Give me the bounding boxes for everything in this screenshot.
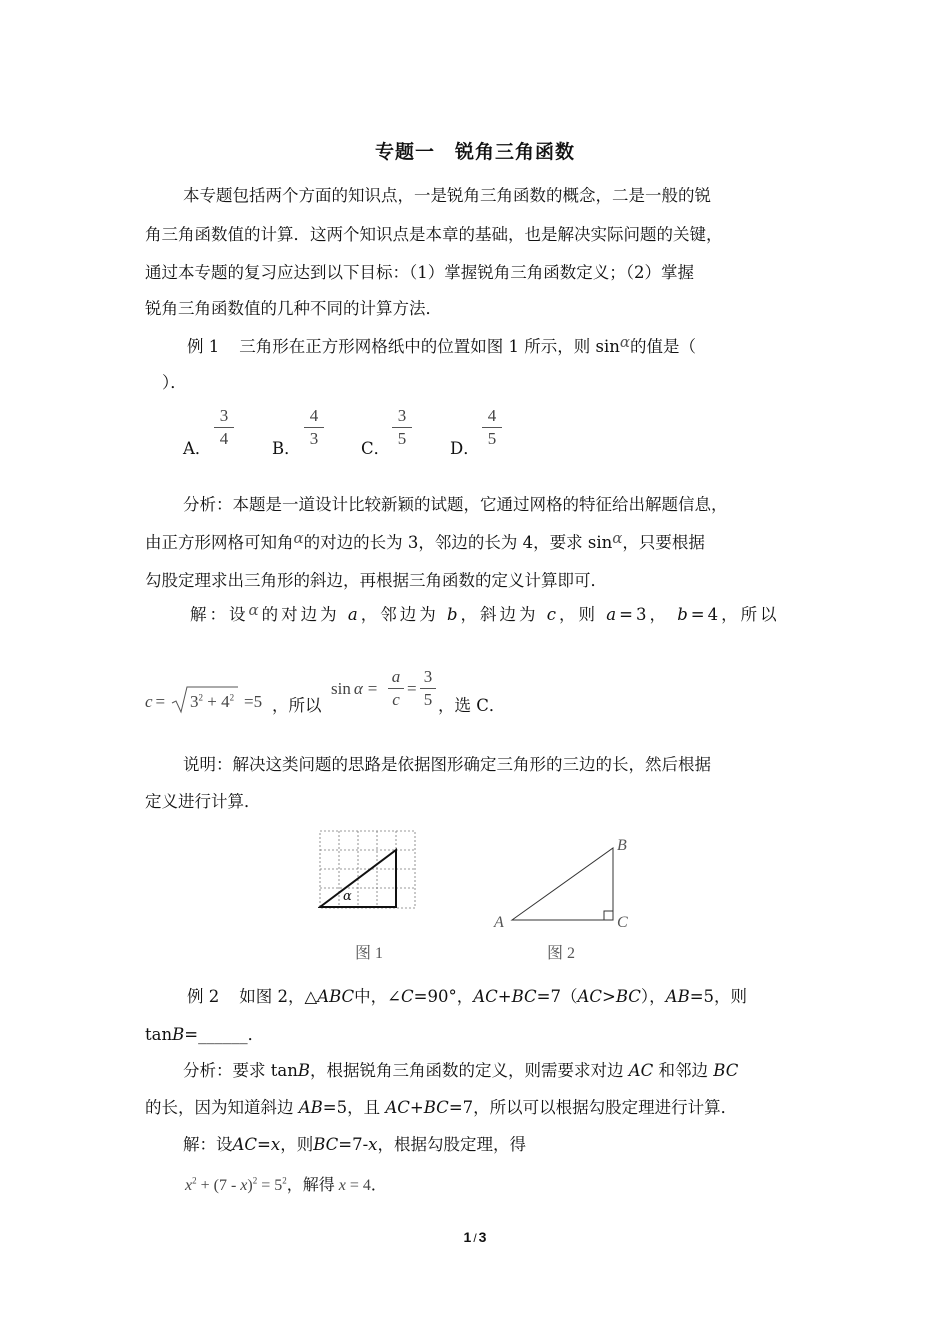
page-separator: / — [473, 1231, 477, 1245]
sol2-ac: AC — [232, 1135, 258, 1154]
vertex-a-label: A — [494, 914, 504, 931]
formula-c — [145, 692, 168, 712]
analysis2-line-2 — [145, 1098, 737, 1118]
sol2-bc: BC — [313, 1135, 339, 1154]
ab: AB — [665, 987, 690, 1006]
analysis2-ac2: AC — [385, 1098, 410, 1117]
right-angle-mark — [604, 911, 613, 920]
analysis2-a: 分析：要求 tan — [183, 1061, 298, 1080]
ac: AC — [473, 987, 498, 1006]
bc2: BC — [615, 987, 641, 1006]
page-number — [0, 1229, 950, 1245]
page-title: 专题一 锐角三角函数 — [374, 141, 575, 163]
triangle-abc — [512, 848, 613, 920]
intro-line-4: 锐角三角函数值的几种不同的计算方法． — [145, 299, 442, 318]
analysis2-2d: =7，所以可以根据勾股定理进行计算． — [448, 1098, 738, 1117]
formula-result: =5 — [244, 692, 263, 711]
option-a-label: A． — [183, 439, 212, 458]
analysis1-line-1: 分析：本题是一道设计比较新颖的试题，它通过网格的特征给出解题信息， — [183, 495, 728, 514]
alpha-symbol: α — [293, 529, 304, 547]
analysis2-d: 和邻边 — [658, 1061, 709, 1080]
option-b-numerator: 4 — [309, 406, 319, 425]
bc: BC — [511, 987, 537, 1006]
equals-sign: = — [407, 679, 417, 698]
figure-1-angle-label: α — [343, 889, 352, 904]
option-c-fraction — [392, 406, 412, 449]
solution1-a: 解：设 — [190, 605, 249, 624]
example1-question-a: 三角形在正方形网格纸中的位置如图 1 所示，则 sin — [239, 337, 620, 356]
alpha-symbol: α — [619, 333, 630, 351]
figure-1-caption: 图 1 — [355, 945, 384, 962]
eq-close: ) — [247, 1177, 253, 1194]
eq-equals-5: = 5 — [257, 1177, 283, 1194]
sqrt-3: 3 — [190, 692, 199, 711]
var-a: a — [347, 605, 361, 624]
sin-label: sin — [331, 679, 351, 698]
example2-q-a: 如图 2，△ — [239, 987, 318, 1006]
solution1-d: ，斜边为 — [460, 605, 539, 624]
exponent-2: 2 — [198, 692, 203, 703]
sqrt-plus-4: + 4 — [203, 692, 230, 711]
figure-2-triangle — [505, 840, 625, 925]
figure-2-caption: 图 2 — [547, 945, 576, 962]
analysis2-bc2: BC — [423, 1098, 449, 1117]
a-eq: a — [606, 605, 620, 624]
intro-line-3: 通过本专题的复习应达到以下目标：（1）掌握锐角三角函数定义；（2）掌握 — [145, 263, 694, 282]
alpha-symbol: α — [353, 679, 363, 698]
fraction-bar — [392, 427, 412, 428]
fraction-bar — [214, 427, 234, 428]
example2-q-e: ）， — [640, 987, 666, 1006]
b-eq: b — [677, 605, 691, 624]
angle-c: C — [401, 987, 414, 1006]
tan-text: tan — [145, 1025, 173, 1044]
option-d-denominator: 5 — [487, 429, 497, 448]
option-b-denominator: 3 — [309, 429, 319, 448]
example2-q-f: =5，则 — [689, 987, 748, 1006]
option-a-denominator: 4 — [219, 429, 229, 448]
equation-line — [185, 1172, 387, 1195]
eq-x: x — [185, 1177, 193, 1194]
analysis2-line-1 — [183, 1061, 738, 1081]
frac-numerator-a: a — [391, 667, 401, 686]
var-b: b — [446, 605, 461, 624]
eq-solve: ，解得 — [286, 1175, 335, 1194]
frac-denominator-5: 5 — [423, 690, 433, 709]
example2-question — [187, 987, 747, 1007]
analysis2-plus: + — [409, 1098, 424, 1117]
note-line-1: 说明：解决这类问题的思路是依据图形确定三角形的三边的长，然后根据 — [183, 755, 711, 774]
analysis2-b: B — [297, 1061, 310, 1080]
sol2-a: 解：设 — [183, 1135, 233, 1154]
triangle — [320, 850, 396, 907]
fraction-3-over-5 — [420, 667, 436, 710]
fraction-bar — [420, 688, 436, 689]
sol2-x2: x — [368, 1135, 378, 1154]
intro-line-2: 角三角函数值的计算．这两个知识点是本章的基础，也是解决实际问题的关键， — [145, 225, 723, 244]
example1-question — [187, 333, 696, 357]
analysis1-line-2b: 的对边的长为 3，邻边的长为 4，要求 sin — [303, 533, 613, 552]
analysis1-line-2a: 由正方形网格可知角 — [145, 533, 294, 552]
solution1-b: 的对边为 — [261, 605, 340, 624]
example2-q-d: =7（ — [536, 987, 578, 1006]
solution1-line — [190, 601, 780, 625]
so-text: ，所以 — [272, 696, 322, 715]
example2-label: 例 2 — [187, 987, 220, 1006]
option-a-numerator: 3 — [219, 406, 229, 425]
formula-eq: = — [155, 692, 166, 711]
frac-numerator-3: 3 — [423, 667, 433, 686]
b-val: =4，所以 — [690, 605, 780, 624]
answer-blank: =______． — [184, 1025, 265, 1044]
eq-end: ． — [370, 1177, 387, 1194]
formula-c-var: c — [145, 692, 153, 711]
eq-exp-c: 2 — [282, 1175, 287, 1186]
a-val: =3， — [619, 605, 669, 624]
option-b-label: B． — [272, 439, 301, 458]
exponent-2b: 2 — [229, 692, 235, 703]
example2-q-b: 中，∠ — [354, 987, 401, 1006]
option-c-label: C． — [361, 439, 391, 458]
ac2: AC — [577, 987, 603, 1006]
option-d-label: D． — [450, 439, 480, 458]
sol2-c: ，则 — [280, 1135, 314, 1154]
alpha-symbol: α — [248, 601, 262, 619]
eq-exp-b: 2 — [252, 1175, 258, 1186]
sol2-b: = — [257, 1135, 271, 1154]
var-c: c — [546, 605, 560, 624]
sol2-e: ，根据勾股定理，得 — [377, 1135, 526, 1154]
plus: + — [497, 987, 512, 1006]
analysis2-c: ，根据锐角三角函数的定义，则需要求对边 — [309, 1061, 624, 1080]
tanb-blank — [145, 1025, 264, 1045]
eq-4: = 4 — [345, 1177, 371, 1194]
eq-x3: x — [338, 1177, 346, 1194]
gt: > — [602, 987, 616, 1006]
fraction-bar — [482, 427, 502, 428]
fraction-a-over-c — [388, 667, 404, 710]
option-a-fraction — [214, 406, 234, 449]
option-b-fraction — [304, 406, 324, 449]
analysis1-line-2 — [145, 529, 705, 553]
option-d-fraction — [482, 406, 502, 449]
option-d-numerator: 4 — [487, 406, 497, 425]
solution1-c: ，邻边为 — [360, 605, 439, 624]
choose-c: ，选 C． — [438, 696, 506, 715]
example1-question-b: 的值是（ — [630, 337, 696, 356]
page-current: 1 — [463, 1229, 472, 1245]
eq-exp-a: 2 — [192, 1175, 197, 1186]
intro-line-1: 本专题包括两个方面的知识点，一是锐角三角函数的概念，二是一般的锐 — [183, 186, 711, 205]
sin-text: sin α = — [331, 679, 378, 698]
fraction-bar — [304, 427, 324, 428]
option-c-numerator: 3 — [397, 406, 407, 425]
alpha-symbol: α — [612, 529, 623, 547]
analysis2-2a: 的长，因为知道斜边 — [145, 1098, 294, 1117]
abc: ABC — [317, 987, 355, 1006]
eq-x2: x — [240, 1177, 248, 1194]
solution1-e: ，则 — [559, 605, 599, 624]
example2-q-c: =90°， — [413, 987, 474, 1006]
analysis2-bc: BC — [713, 1061, 739, 1080]
vertex-c-label: C — [617, 914, 628, 931]
page-total: 3 — [478, 1229, 487, 1245]
option-c-denominator: 5 — [397, 429, 407, 448]
example1-question-end: ）． — [162, 373, 187, 392]
eq-mid: + (7 - — [196, 1177, 241, 1194]
sqrt-content — [190, 692, 234, 712]
analysis1-line-3: 勾股定理求出三角形的斜边，再根据三角函数的定义计算即可． — [145, 571, 607, 590]
analysis2-ac: AC — [628, 1061, 654, 1080]
note-line-2: 定义进行计算． — [145, 792, 261, 811]
analysis1-line-2c: ，只要根据 — [622, 533, 705, 552]
analysis2-2b: =5，且 — [322, 1098, 381, 1117]
vertex-b-label: B — [617, 837, 627, 854]
sol2-d: =7- — [338, 1135, 369, 1154]
tan-b: B — [172, 1025, 185, 1044]
solution2-line — [183, 1135, 526, 1155]
frac-denominator-c: c — [392, 690, 400, 709]
fraction-bar — [388, 688, 404, 689]
figure-1-grid — [318, 829, 418, 911]
sol2-x: x — [270, 1135, 281, 1154]
analysis2-ab: AB — [298, 1098, 323, 1117]
example1-label: 例 1 — [187, 337, 220, 356]
